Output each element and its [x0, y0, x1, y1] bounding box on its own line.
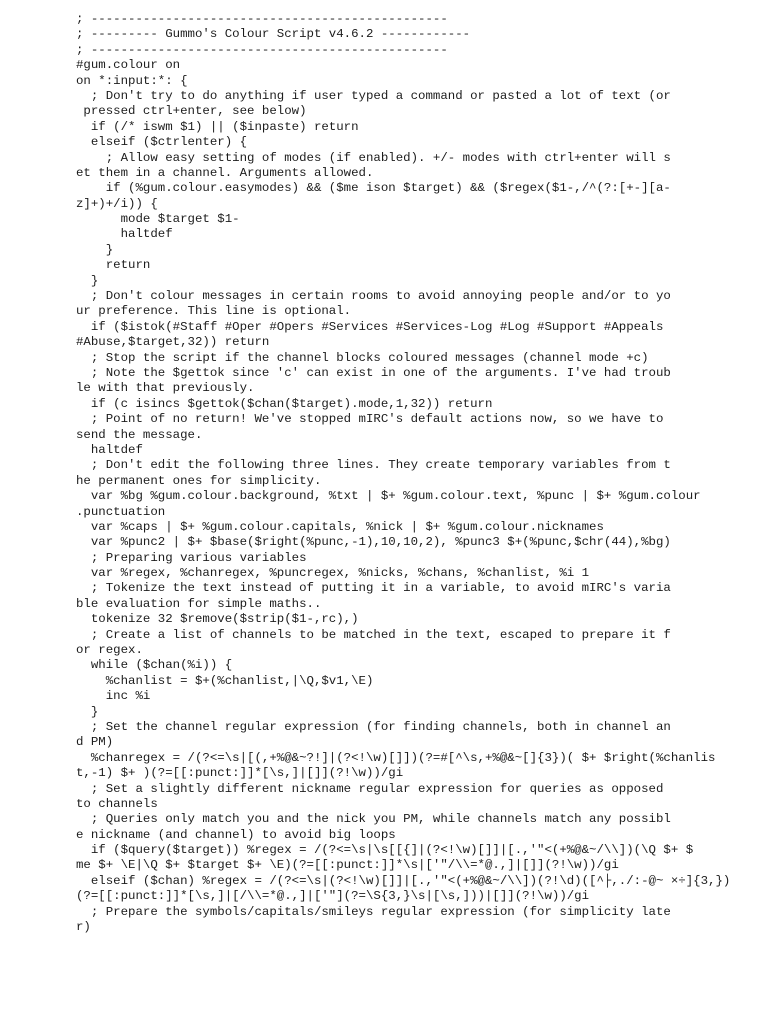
code-line: pressed ctrl+enter, see below) [76, 104, 307, 119]
code-line: ; Set the channel regular expression (for finding channels, both in channel an [76, 719, 671, 734]
code-line: or regex. [76, 643, 143, 658]
code-line: var %punc2 | $+ $base($right(%punc,-1),10,10,2), %punc3 $+(%punc,$chr(44),%bg) [76, 535, 671, 550]
code-line: .punctuation [76, 504, 166, 519]
code-line: %chanregex = /(?<=\s|[(,+%@&~?!]|(?<!\w)[]])(?=#[^\s,+%@&~[]{3})( $+ $right(%chanlis [76, 750, 716, 765]
code-line: ; Queries only match you and the nick you PM, while channels match any possibl [76, 812, 671, 827]
code-line: t,-1) $+ )(?=[[:punct:]]*[\s,]|[]](?!\w))/gi [76, 766, 404, 781]
code-line: haltdef [76, 442, 143, 457]
code-line: send the message. [76, 427, 203, 442]
code-line: ble evaluation for simple maths.. [76, 596, 322, 611]
code-line: if ($query($target)) %regex = /(?<=\s|\s[[{]|(?<!\w)[]]|[.,'"<(+%@&~/\\])(\Q $+ $ [76, 843, 694, 858]
code-line: if ($istok(#Staff #Oper #Opers #Services #Services-Log #Log #Support #Appeals [76, 319, 664, 334]
code-line: ; --------- Gummo's Colour Script v4.6.2 ------------ [76, 27, 471, 42]
code-line: ; ------------------------------------------------ [76, 12, 448, 26]
code-line: ; Note the $gettok since 'c' can exist in one of the arguments. I've had troub [76, 365, 671, 380]
code-line: ; Don't colour messages in certain rooms to avoid annoying people and/or to yo [76, 289, 671, 304]
code-line: r) [76, 920, 91, 935]
code-line: ; Set a slightly different nickname regular expression for queries as opposed [76, 781, 664, 796]
code-line: %chanlist = $+(%chanlist,|\Q,$v1,\E) [76, 673, 374, 688]
code-line: ; Don't edit the following three lines. They create temporary variables from t [76, 458, 671, 473]
code-line: } [76, 273, 99, 288]
code-line: ; ------------------------------------------------ [76, 42, 448, 57]
code-line: le with that previously. [76, 381, 255, 396]
code-line: var %bg %gum.colour.background, %txt | $+ %gum.colour.text, %punc | $+ %gum.colour [76, 489, 701, 504]
code-line: while ($chan(%i)) { [76, 658, 233, 673]
code-line: ; Allow easy setting of modes (if enabled). +/- modes with ctrl+enter will s [76, 150, 671, 165]
code-line: if (c isincs $gettok($chan($target).mode,1,32)) return [76, 396, 493, 411]
code-line: elseif ($chan) %regex = /(?<=\s|(?<!\w)[]]|[.,'"<(+%@&~/\\])(?!\d)([^├,./:-@~ ×÷]{3,}) [76, 873, 731, 888]
code-line: tokenize 32 $remove($strip($1-,rc),) [76, 612, 359, 627]
code-line: ; Create a list of channels to be matched in the text, escaped to prepare it f [76, 627, 671, 642]
code-line: ; Tokenize the text instead of putting it in a variable, to avoid mIRC's varia [76, 581, 671, 596]
code-line: if (/* iswm $1) || ($inpaste) return [76, 119, 359, 134]
code-line: et them in a channel. Arguments allowed. [76, 165, 374, 180]
code-line: ; Don't try to do anything if user typed a command or pasted a lot of text (or [76, 88, 671, 103]
code-line: ; Preparing various variables [76, 550, 307, 565]
code-line: ur preference. This line is optional. [76, 304, 352, 319]
code-line: haltdef [76, 227, 173, 242]
code-line: ; Point of no return! We've stopped mIRC's default actions now, so we have to [76, 412, 664, 427]
code-line: e nickname (and channel) to avoid big loops [76, 827, 396, 842]
code-line: inc %i [76, 689, 151, 704]
code-line: on *:input:*: { [76, 73, 188, 88]
code-line: return [76, 258, 151, 273]
code-line: var %regex, %chanregex, %puncregex, %nicks, %chans, %chanlist, %i 1 [76, 566, 590, 581]
code-line: #Abuse,$target,32)) return [76, 335, 270, 350]
code-line: d PM) [76, 735, 114, 750]
script-document [76, 12, 764, 935]
code-line: } [76, 242, 114, 257]
code-line: me $+ \E|\Q $+ $target $+ \E)(?=[[:punct:]]*\s|['"/\\=*@.,]|[]](?!\w))/gi [76, 858, 619, 873]
code-line: mode $target $1- [76, 212, 240, 227]
code-line: } [76, 704, 99, 719]
code-line: he permanent ones for simplicity. [76, 473, 322, 488]
code-line: to channels [76, 796, 158, 811]
code-line: ; Stop the script if the channel blocks coloured messages (channel mode +c) [76, 350, 649, 365]
code-line: z]+)+/i)) { [76, 196, 158, 211]
code-line: ; Prepare the symbols/capitals/smileys regular expression (for simplicity late [76, 904, 671, 919]
code-line: (?=[[:punct:]]*[\s,]|[/\\=*@.,]|['"](?=\S{3,}\s|[\s,]))|[]](?!\w))/gi [76, 889, 590, 904]
code-line: #gum.colour on [76, 58, 181, 73]
code-line: if (%gum.colour.easymodes) && ($me ison $target) && ($regex($1-,/^(?:[+-][a- [76, 181, 671, 196]
code-line: elseif ($ctrlenter) { [76, 135, 248, 150]
code-line: var %caps | $+ %gum.colour.capitals, %nick | $+ %gum.colour.nicknames [76, 519, 604, 534]
